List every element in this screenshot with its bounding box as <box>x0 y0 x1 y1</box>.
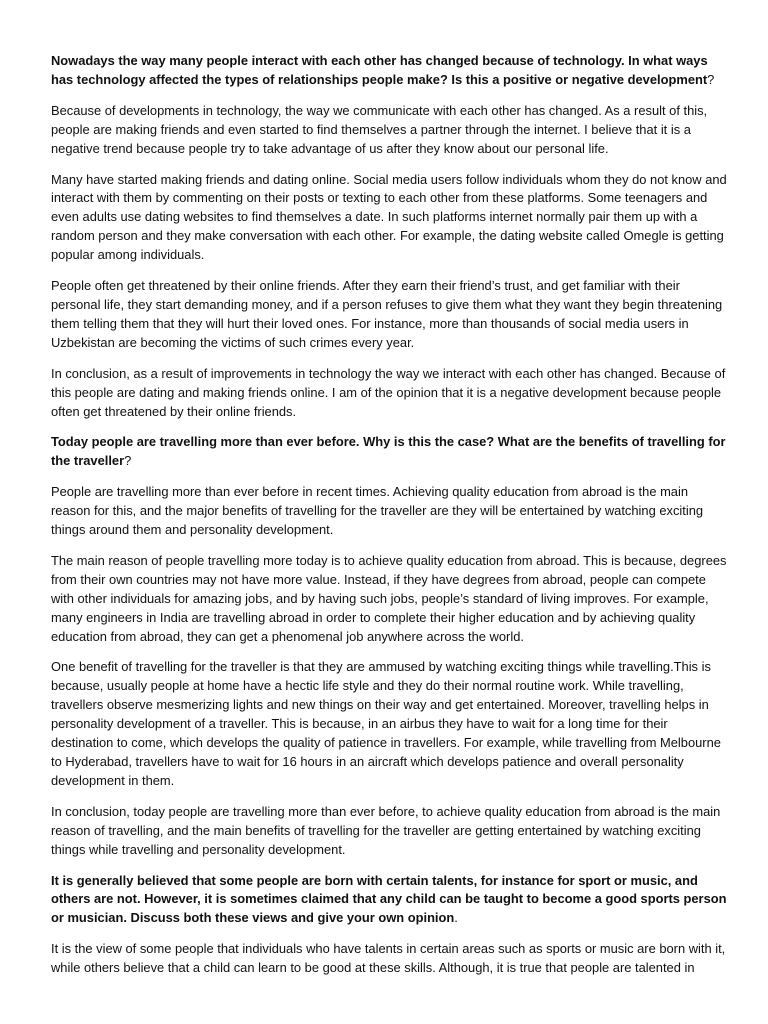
essay1-question-end: ? <box>707 71 715 87</box>
essay2-paragraph-4: In conclusion, today people are travelling more than ever before, to achieve quality education from abroad is the main reason of travelling, and the main benefits of travelling for the traveller are getting entertained by watching exciting things while travelling and personality development. <box>51 803 721 857</box>
essay1-question <box>51 52 727 90</box>
essay1-paragraph-4: In conclusion, as a result of improvements in technology the way we interact with each other has changed. Because of this people are dating and making friends online. I am of the opinion that it is a negative development because people often get threatened by their online friends. <box>51 365 726 419</box>
essay2-paragraph-2: The main reason of people travelling more today is to achieve quality education from abroad. This is because, degrees from their own countries may not have more value. Instead, if they have degrees from abroad, people can compete with other individuals for amazing jobs, and by having such jobs, people’s standard of living improves. For example, many engineers in India are travelling abroad in order to complete their higher education and by achieving quality education from abroad, they can get a phenomenal job anywhere across the world. <box>51 552 727 644</box>
essay1-paragraph-2: Many have started making friends and dating online. Social media users follow individuals whom they do not know and interact with them by commenting on their posts or texting to each other from these platforms. Some teenagers and even adults use dating websites to find themselves a date. In such platforms internet normally pair them up with a random person and they make conversation with each other. For example, the dating website called Omegle is getting popular among individuals. <box>51 171 727 263</box>
essay1-question-text: Nowadays the way many people interact with each other has changed because of technology. In what ways has technology affected the types of relationships people make? Is this a positive or negative development <box>51 53 708 87</box>
essay2-paragraph-3: One benefit of travelling for the traveller is that they are ammused by watching exciting things while travelling.This is because, usually people at home have a hectic life style and they do their normal routine work. While travelling, travellers observe mesmerizing lights and new things on their way and get entertained. Moreover, travelling helps in personality development of a traveller. This is because, in an airbus they have to wait for a long time for their destination to come, which develops the quality of patience in travellers. For example, while travelling from Melbourne to Hyderabad, travellers have to wait for 16 hours in an aircraft which develops patience and overall personality development in them. <box>51 659 721 788</box>
essay1-paragraph-1: Because of developments in technology, the way we communicate with each other has changed. As a result of this, people are making friends and even started to find themselves a partner through the internet. I believe that it is a negative trend because people try to take advantage of us after they know about our personal life. <box>51 102 708 156</box>
essay2-paragraph-1: People are travelling more than ever before in recent times. Achieving quality education from abroad is the main reason for this, and the major benefits of travelling for the traveller are they will be entertained by watching exciting things around them and personality development. <box>51 484 704 538</box>
essay3-question-end: . <box>454 910 458 926</box>
essay2-question <box>51 433 727 471</box>
essay3-question <box>51 872 727 929</box>
essay3-question-text: It is generally believed that some people are born with certain talents, for instance for sport or music, and others are not. However, it is sometimes claimed that any child can be taught to become a good sports person or musician. Discuss both these views and give your own opinion <box>51 872 727 926</box>
essay2-question-text: Today people are travelling more than ever before. Why is this the case? What are the benefits of travelling for the traveller <box>51 434 726 469</box>
essay2-question-end: ? <box>124 453 132 469</box>
document-page <box>51 52 727 990</box>
essay1-paragraph-3: People often get threatened by their online friends. After they earn their friend’s trust, and get familiar with their personal life, they start demanding money, and if a person refuses to give them what they want they begin threatening them telling them that they will hurt their loved ones. For instance, more than thousands of social media users in Uzbekistan are becoming the victims of such crimes every year. <box>51 278 723 350</box>
essay3-paragraph-1: It is the view of some people that individuals who have talents in certain areas such as sports or music are born with it, while others believe that a child can learn to be good at these skills. Although, it is true that people are talented in <box>51 941 726 976</box>
